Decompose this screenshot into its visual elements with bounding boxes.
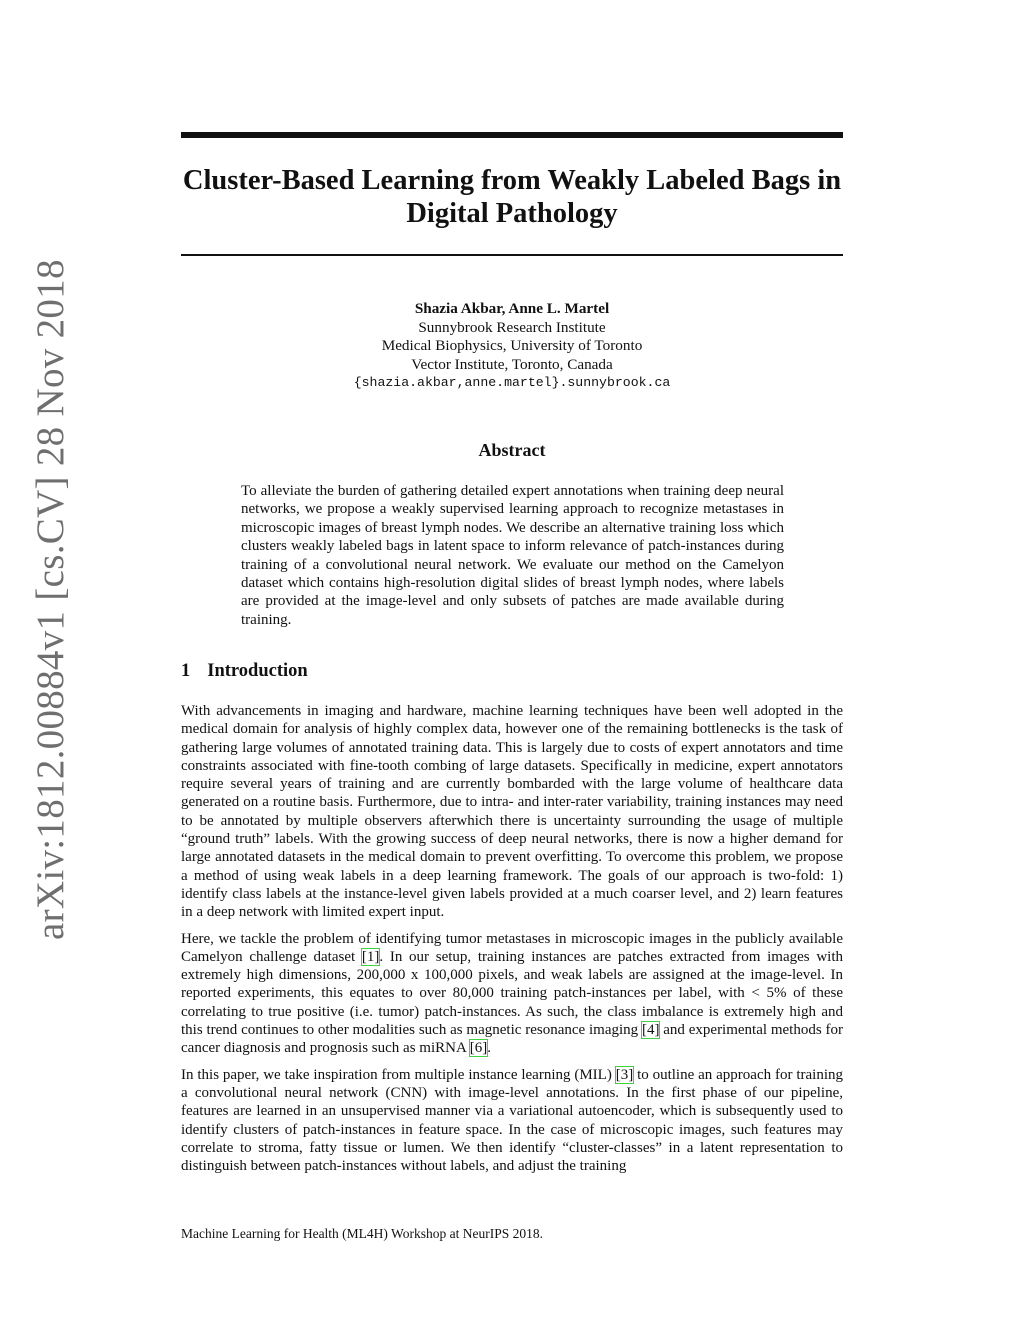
paragraph-text: and experimental methods for cancer diagnosis and prognosis such as miRNA <box>181 1022 843 1057</box>
affiliation-line: Vector Institute, Toronto, Canada <box>411 355 613 373</box>
title-bottom-rule <box>181 254 843 256</box>
citation-link[interactable]: [3] <box>615 1066 634 1083</box>
section-number: 1 <box>181 661 191 681</box>
author-names: Shazia Akbar, Anne L. Martel <box>414 300 610 317</box>
paragraph <box>181 1066 843 1176</box>
abstract-heading: Abstract <box>478 440 546 460</box>
section-title: Introduction <box>207 661 308 681</box>
author-block <box>181 300 843 393</box>
footnote: Machine Learning for Health (ML4H) Workshop at NeurIPS 2018. <box>181 1226 543 1241</box>
paragraph: With advancements in imaging and hardware, machine learning techniques have been well adopted in the medical domain for analysis of highly complex data, however one of the remaining bottlenecks is the task of gathering large volumes of annotated training data. This is largely due to costs of expert annotators and time constraints associated with fine-tooth combing of large datasets. Specifically in medicine, expert annotators require several years of training and are currently bombarded with the large volume of healthcare data generated on a routine basis. Furthermore, due to intra- and inter-rater variability, training instances may need to be annotated by multiple observers afterwhich there is uncertainty surrounding the usage of multiple “ground truth” labels. With the growing success of deep neural networks, there is now a higher demand for large annotated datasets in the medical domain to prevent overfitting. To overcome this problem, we propose a method of using weak labels in a deep learning framework. The goals of our approach is two-fold: 1) identify class labels at the instance-level given labels provided at a much coarser level, and 2) learn features in a deep network with limited expert input. <box>181 703 843 921</box>
citation-link[interactable]: [6] <box>469 1040 488 1057</box>
paragraph-text: In this paper, we take inspiration from multiple instance learning (MIL) <box>181 1066 616 1083</box>
affiliation-line: Sunnybrook Research Institute <box>418 318 606 336</box>
paragraph-text: . In our setup, training instances are patches extracted from images with extremely high dimensions, 200,000 x 100,000 pixels, and weak labels are assigned at the image-level. In reported experiments, this equates to over 80,000 training patch-instances per label, with < 5% of these correlating to true positive (i.e. tumor) patch-instances. As such, the class imbalance is extremely high and this trend continues to other modalities such as magnetic resonance imaging <box>181 948 843 1039</box>
paragraph-text: . <box>487 1040 491 1057</box>
abstract-text: To alleviate the burden of gathering detailed expert annotations when training deep neural networks, we propose a weakly supervised learning approach to recognize metastases in microscopic images of breast lymph nodes. We describe an alternative training loss which clusters weakly labeled bags in latent space to inform relevance of patch-instances during training of a convolutional neural network. We evaluate our method on the Camelyon dataset which contains high-resolution digital slides of breast lymph nodes, where labels are provided at the image-level and only subsets of patches are made available during training. <box>241 483 784 628</box>
citation-link[interactable]: [1] <box>361 948 380 965</box>
introduction-body <box>181 702 843 1183</box>
title-top-rule <box>181 132 843 138</box>
paper-title: Cluster-Based Learning from Weakly Labeled Bags in Digital Pathology <box>182 165 842 229</box>
paragraph-text: Here, we tackle the problem of identifying tumor metastases in microscopic images in the publicly available Camelyon challenge dataset <box>181 930 843 965</box>
affiliation-line: Medical Biophysics, University of Toronto <box>381 337 643 354</box>
arxiv-identifier: arXiv:1812.00884v1 [cs.CV] 28 Nov 2018 <box>29 259 72 940</box>
paragraph-text: to outline an approach for training a convolutional neural network (CNN) with image-level annotations. In the first phase of our pipeline, features are learned in an unsupervised manner via a variational autoencoder, which is subsequently used to identify clusters of patch-instances in feature space. In the case of microscopic images, such features may correlate to stroma, fatty tissue or lumen. We then identify “cluster-classes” in a latent representation to distinguish between patch-instances without labels, and adjust the training <box>181 1066 843 1175</box>
author-email: {shazia.akbar,anne.martel}.sunnybrook.ca <box>353 375 671 390</box>
section-heading-introduction <box>181 661 308 682</box>
citation-link[interactable]: [4] <box>641 1022 660 1039</box>
paragraph <box>181 930 843 1058</box>
